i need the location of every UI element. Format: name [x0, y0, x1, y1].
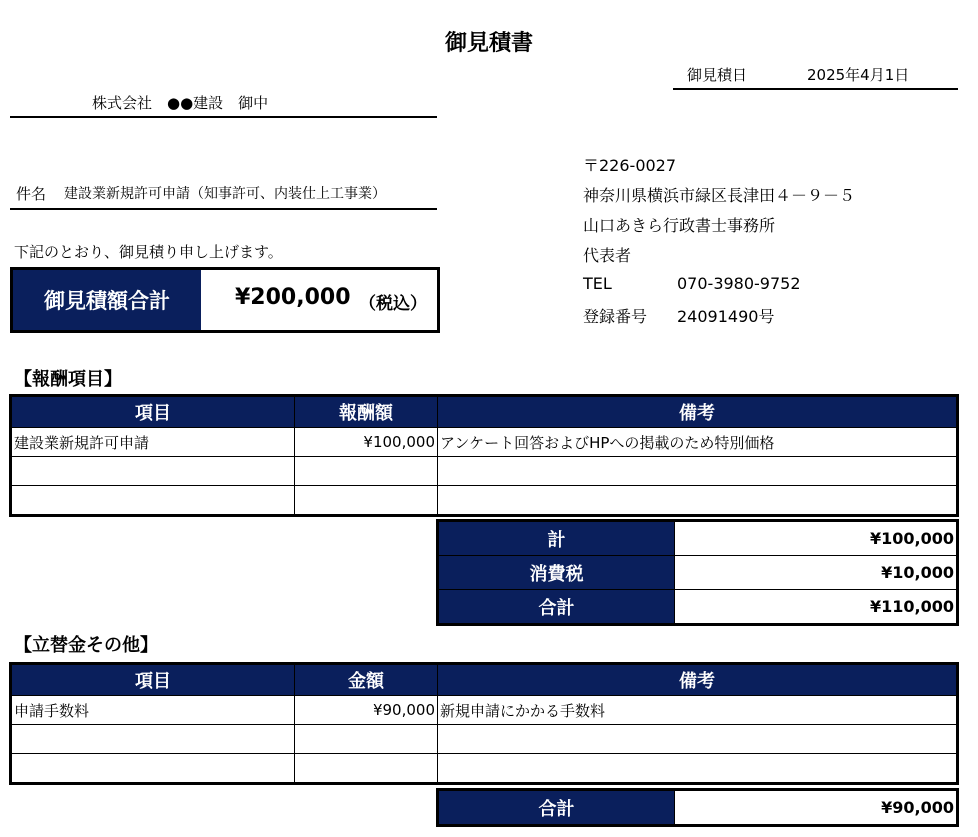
- fees-total-label: 合計: [438, 590, 675, 625]
- table-cell: ¥90,000: [295, 696, 438, 725]
- issuer-tel-value: 070-3980-9752: [677, 274, 801, 293]
- estimate-date-row: [673, 60, 958, 90]
- table-cell: [295, 754, 438, 784]
- issuer-rep-label: 代表者: [583, 246, 632, 265]
- estimate-date-label: 御見積日: [687, 66, 748, 84]
- table-cell: [11, 457, 295, 486]
- table-cell: [438, 457, 958, 486]
- expenses-header-remarks: 備考: [438, 664, 958, 696]
- table-cell: [295, 457, 438, 486]
- table-cell: 新規申請にかかる手数料: [438, 696, 958, 725]
- expenses-table-header: [11, 664, 958, 696]
- expenses-total-value: ¥90,000: [675, 790, 958, 826]
- estimate-date-value: 2025年4月1日: [807, 66, 910, 84]
- fees-subtotal-value: ¥100,000: [675, 521, 958, 556]
- table-cell: [295, 486, 438, 516]
- fees-summary-table: [436, 519, 959, 626]
- issuer-office: 山口あきら行政書士事務所: [583, 216, 776, 235]
- issuer-tel-row: [583, 274, 883, 296]
- table-cell: 申請手数料: [11, 696, 295, 725]
- table-cell: アンケート回答およびHPへの掲載のため特別価格: [438, 428, 958, 457]
- table-row: [11, 696, 958, 725]
- fees-header-amount: 報酬額: [295, 396, 438, 428]
- issuer-address: 神奈川県横浜市緑区長津田４－９－５: [583, 186, 856, 205]
- client-name: 株式会社 ●●建設 御中: [92, 94, 269, 112]
- estimate-total-label: 御見積額合計: [13, 270, 201, 330]
- issuer-reg-row: [583, 304, 883, 326]
- table-cell: [11, 486, 295, 516]
- fees-tax-label: 消費税: [438, 556, 675, 590]
- summary-row: [438, 556, 958, 590]
- fees-subtotal-label: 計: [438, 521, 675, 556]
- client-name-row: [10, 90, 437, 118]
- estimate-total-amount: ¥200,000: [235, 285, 351, 310]
- table-cell: [295, 725, 438, 754]
- table-row: [11, 725, 958, 754]
- subject-label: 件名: [16, 185, 47, 203]
- expenses-summary-table: [436, 788, 959, 827]
- fees-header-item: 項目: [11, 396, 295, 428]
- table-cell: [11, 754, 295, 784]
- summary-row: [438, 590, 958, 625]
- document-title: 御見積書: [444, 31, 533, 56]
- table-row: [11, 428, 958, 457]
- table-row: [11, 486, 958, 516]
- issuer-tel-label: TEL: [583, 274, 612, 293]
- expenses-table: [9, 662, 959, 785]
- intro-text: 下記のとおり、御見積り申し上げます。: [14, 243, 283, 261]
- issuer-postal: 〒226-0027: [583, 156, 677, 175]
- expenses-section-heading: 【立替金その他】: [14, 635, 158, 656]
- summary-row: [438, 790, 958, 826]
- table-row: [11, 754, 958, 784]
- fees-total-value: ¥110,000: [675, 590, 958, 625]
- table-cell: [438, 486, 958, 516]
- expenses-header-amount: 金額: [295, 664, 438, 696]
- fees-tax-value: ¥10,000: [675, 556, 958, 590]
- table-row: [11, 457, 958, 486]
- expenses-total-label: 合計: [438, 790, 675, 826]
- fees-header-remarks: 備考: [438, 396, 958, 428]
- expenses-header-item: 項目: [11, 664, 295, 696]
- estimate-total-box: [10, 267, 440, 333]
- fees-table: [9, 394, 959, 517]
- table-cell: ¥100,000: [295, 428, 438, 457]
- table-cell: [438, 754, 958, 784]
- table-cell: [438, 725, 958, 754]
- issuer-reg-value: 24091490号: [677, 307, 775, 326]
- subject-value: 建設業新規許可申請（知事許可、内装仕上工事業）: [64, 186, 386, 202]
- table-cell: 建設業新規許可申請: [11, 428, 295, 457]
- subject-row: [10, 178, 437, 210]
- issuer-reg-label: 登録番号: [583, 307, 648, 326]
- fees-table-header: [11, 396, 958, 428]
- estimate-total-tax-note: （税込）: [359, 294, 427, 314]
- summary-row: [438, 521, 958, 556]
- table-cell: [11, 725, 295, 754]
- fees-section-heading: 【報酬項目】: [14, 369, 122, 390]
